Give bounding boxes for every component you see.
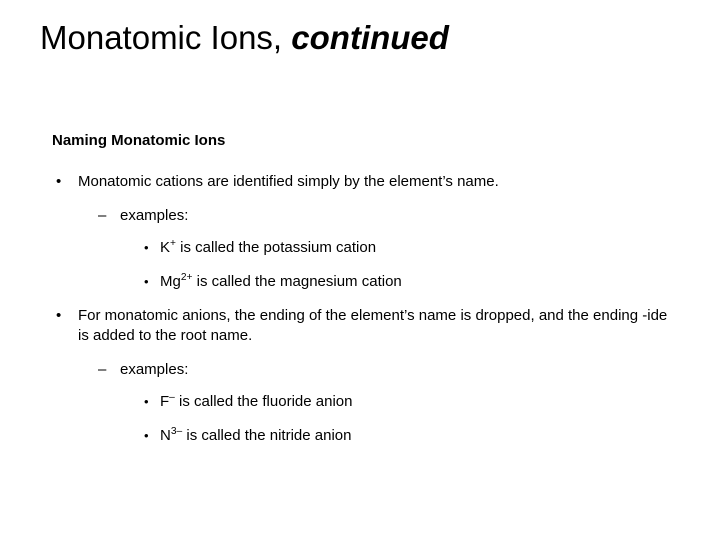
section-heading: Naming Monatomic Ions: [52, 132, 226, 149]
page-title-main: Monatomic Ions,: [40, 19, 292, 56]
dot-bullet-icon: •: [144, 274, 149, 289]
example-charge: 3–: [170, 426, 183, 437]
list-item-text: examples:: [120, 207, 189, 224]
example-text: is called the nitride anion: [186, 427, 352, 444]
list-item: [52, 306, 672, 346]
list-item: [52, 392, 672, 412]
dash-bullet-icon: –: [98, 207, 107, 224]
list-item-text: Monatomic cations are identified simply by the element’s name.: [78, 173, 499, 190]
list-item-text: examples:: [120, 361, 189, 378]
example-charge: 2+: [180, 272, 193, 283]
example-symbol: F: [160, 393, 170, 410]
list-item-text: For monatomic anions, the ending of the element’s name is dropped, and the ending -ide is added to the root name.: [78, 307, 668, 344]
list-item: [52, 272, 672, 292]
example-symbol: N: [160, 427, 171, 444]
example-charge: +: [170, 238, 176, 249]
list-item: [52, 172, 672, 192]
page-title: [40, 18, 680, 58]
example-charge: –: [169, 392, 175, 403]
dot-bullet-icon: •: [144, 428, 149, 443]
list-item: [52, 360, 672, 380]
example-symbol: Mg: [160, 273, 181, 290]
example-text: is called the magnesium cation: [196, 273, 402, 290]
list-item: [52, 238, 672, 258]
dot-bullet-icon: •: [144, 394, 149, 409]
example-symbol: K: [160, 239, 171, 256]
example-text: is called the fluoride anion: [179, 393, 353, 410]
dot-bullet-icon: •: [144, 240, 149, 255]
page-title-emphasis: continued: [291, 19, 449, 56]
dash-bullet-icon: –: [98, 361, 107, 378]
bullet-icon: •: [56, 307, 62, 324]
bullet-icon: •: [56, 173, 62, 190]
example-text: is called the potassium cation: [180, 239, 377, 256]
list-item: [52, 426, 672, 446]
list-item: [52, 206, 672, 226]
slide-body: [52, 132, 672, 460]
